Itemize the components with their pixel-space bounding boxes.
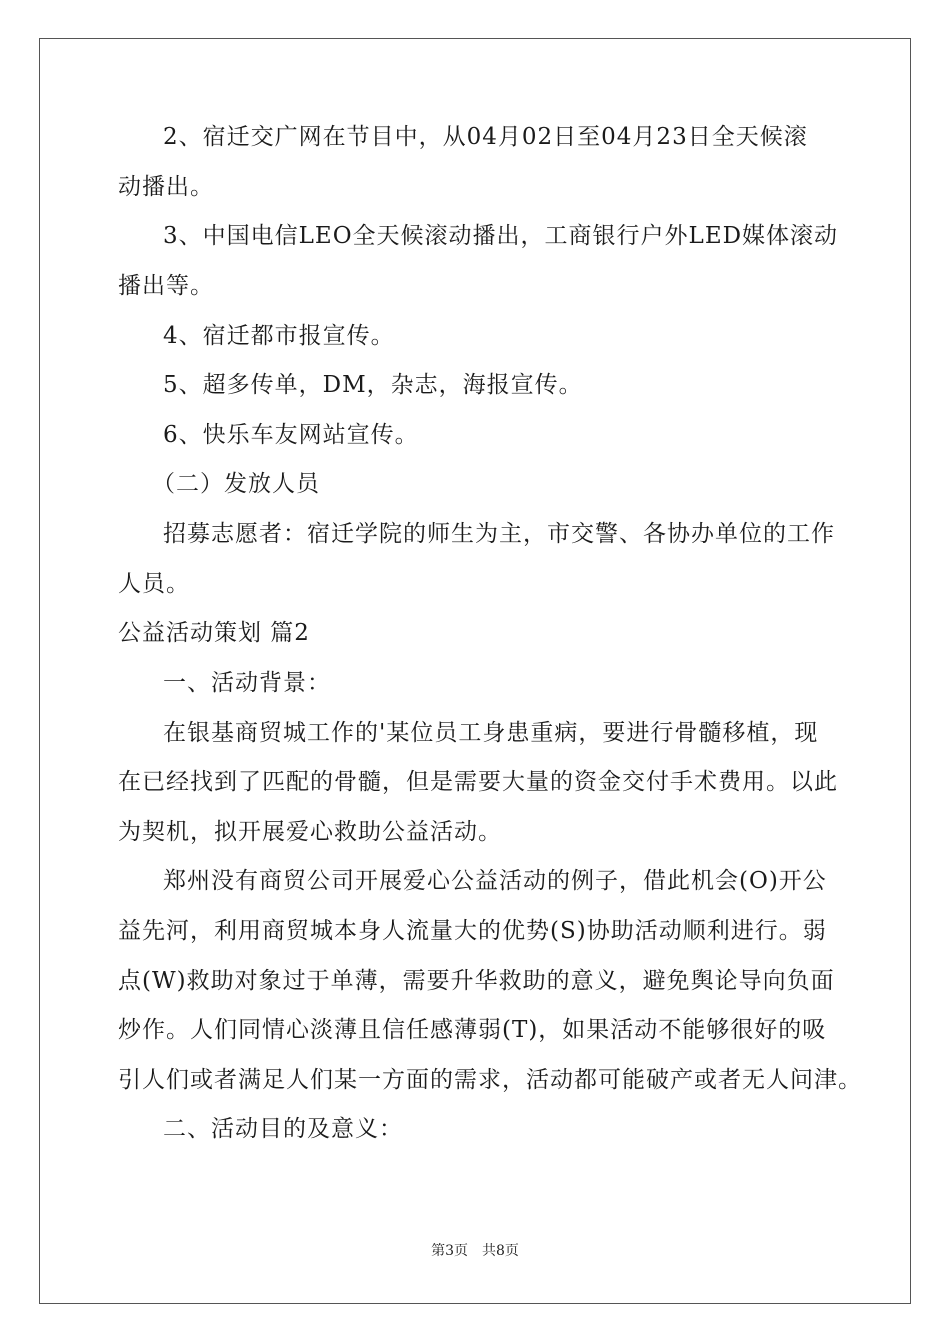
text-line: 动播出。 [118, 174, 214, 200]
text-line: 6、快乐车友网站宣传。 [163, 422, 419, 448]
text-line: （二）发放人员 [152, 471, 320, 497]
text-line: 点(W)救助对象过于单薄，需要升华救助的意义，避免舆论导向负面 [118, 968, 835, 994]
text-line: 郑州没有商贸公司开展爱心公益活动的例子，借此机会(O)开公 [163, 868, 827, 894]
page-number: 第3页 [431, 1243, 468, 1259]
text-line: 公益活动策划 篇2 [118, 620, 310, 646]
text-line: 益先河，利用商贸城本身人流量大的优势(S)协助活动顺利进行。弱 [118, 918, 827, 944]
text-line: 4、宿迁都市报宣传。 [163, 323, 395, 349]
text-line: 2、宿迁交广网在节目中，从04月02日至04月23日全天候滚 [163, 124, 808, 150]
text-line: 在银基商贸城工作的'某位员工身患重病，要进行骨髓移植，现 [163, 720, 819, 746]
text-line: 5、超多传单，DM，杂志，海报宣传。 [163, 372, 583, 398]
text-line: 二、活动目的及意义： [163, 1116, 403, 1142]
text-line: 招募志愿者：宿迁学院的师生为主，市交警、各协办单位的工作 [163, 521, 835, 547]
text-line: 人员。 [118, 571, 190, 597]
text-line: 引人们或者满足人们某一方面的需求，活动都可能破产或者无人问津。 [118, 1067, 862, 1093]
page-footer [0, 1242, 950, 1260]
text-line: 在已经找到了匹配的骨髓，但是需要大量的资金交付手术费用。以此 [118, 769, 838, 795]
page-total: 共8页 [482, 1243, 519, 1259]
text-line: 为契机，拟开展爱心救助公益活动。 [118, 819, 502, 845]
text-line: 一、活动背景： [163, 670, 331, 696]
text-line: 3、中国电信LEO全天候滚动播出，工商银行户外LED媒体滚动 [163, 223, 839, 249]
text-line: 播出等。 [118, 273, 214, 299]
text-line: 炒作。人们同情心淡薄且信任感薄弱(T)，如果活动不能够很好的吸 [118, 1017, 827, 1043]
